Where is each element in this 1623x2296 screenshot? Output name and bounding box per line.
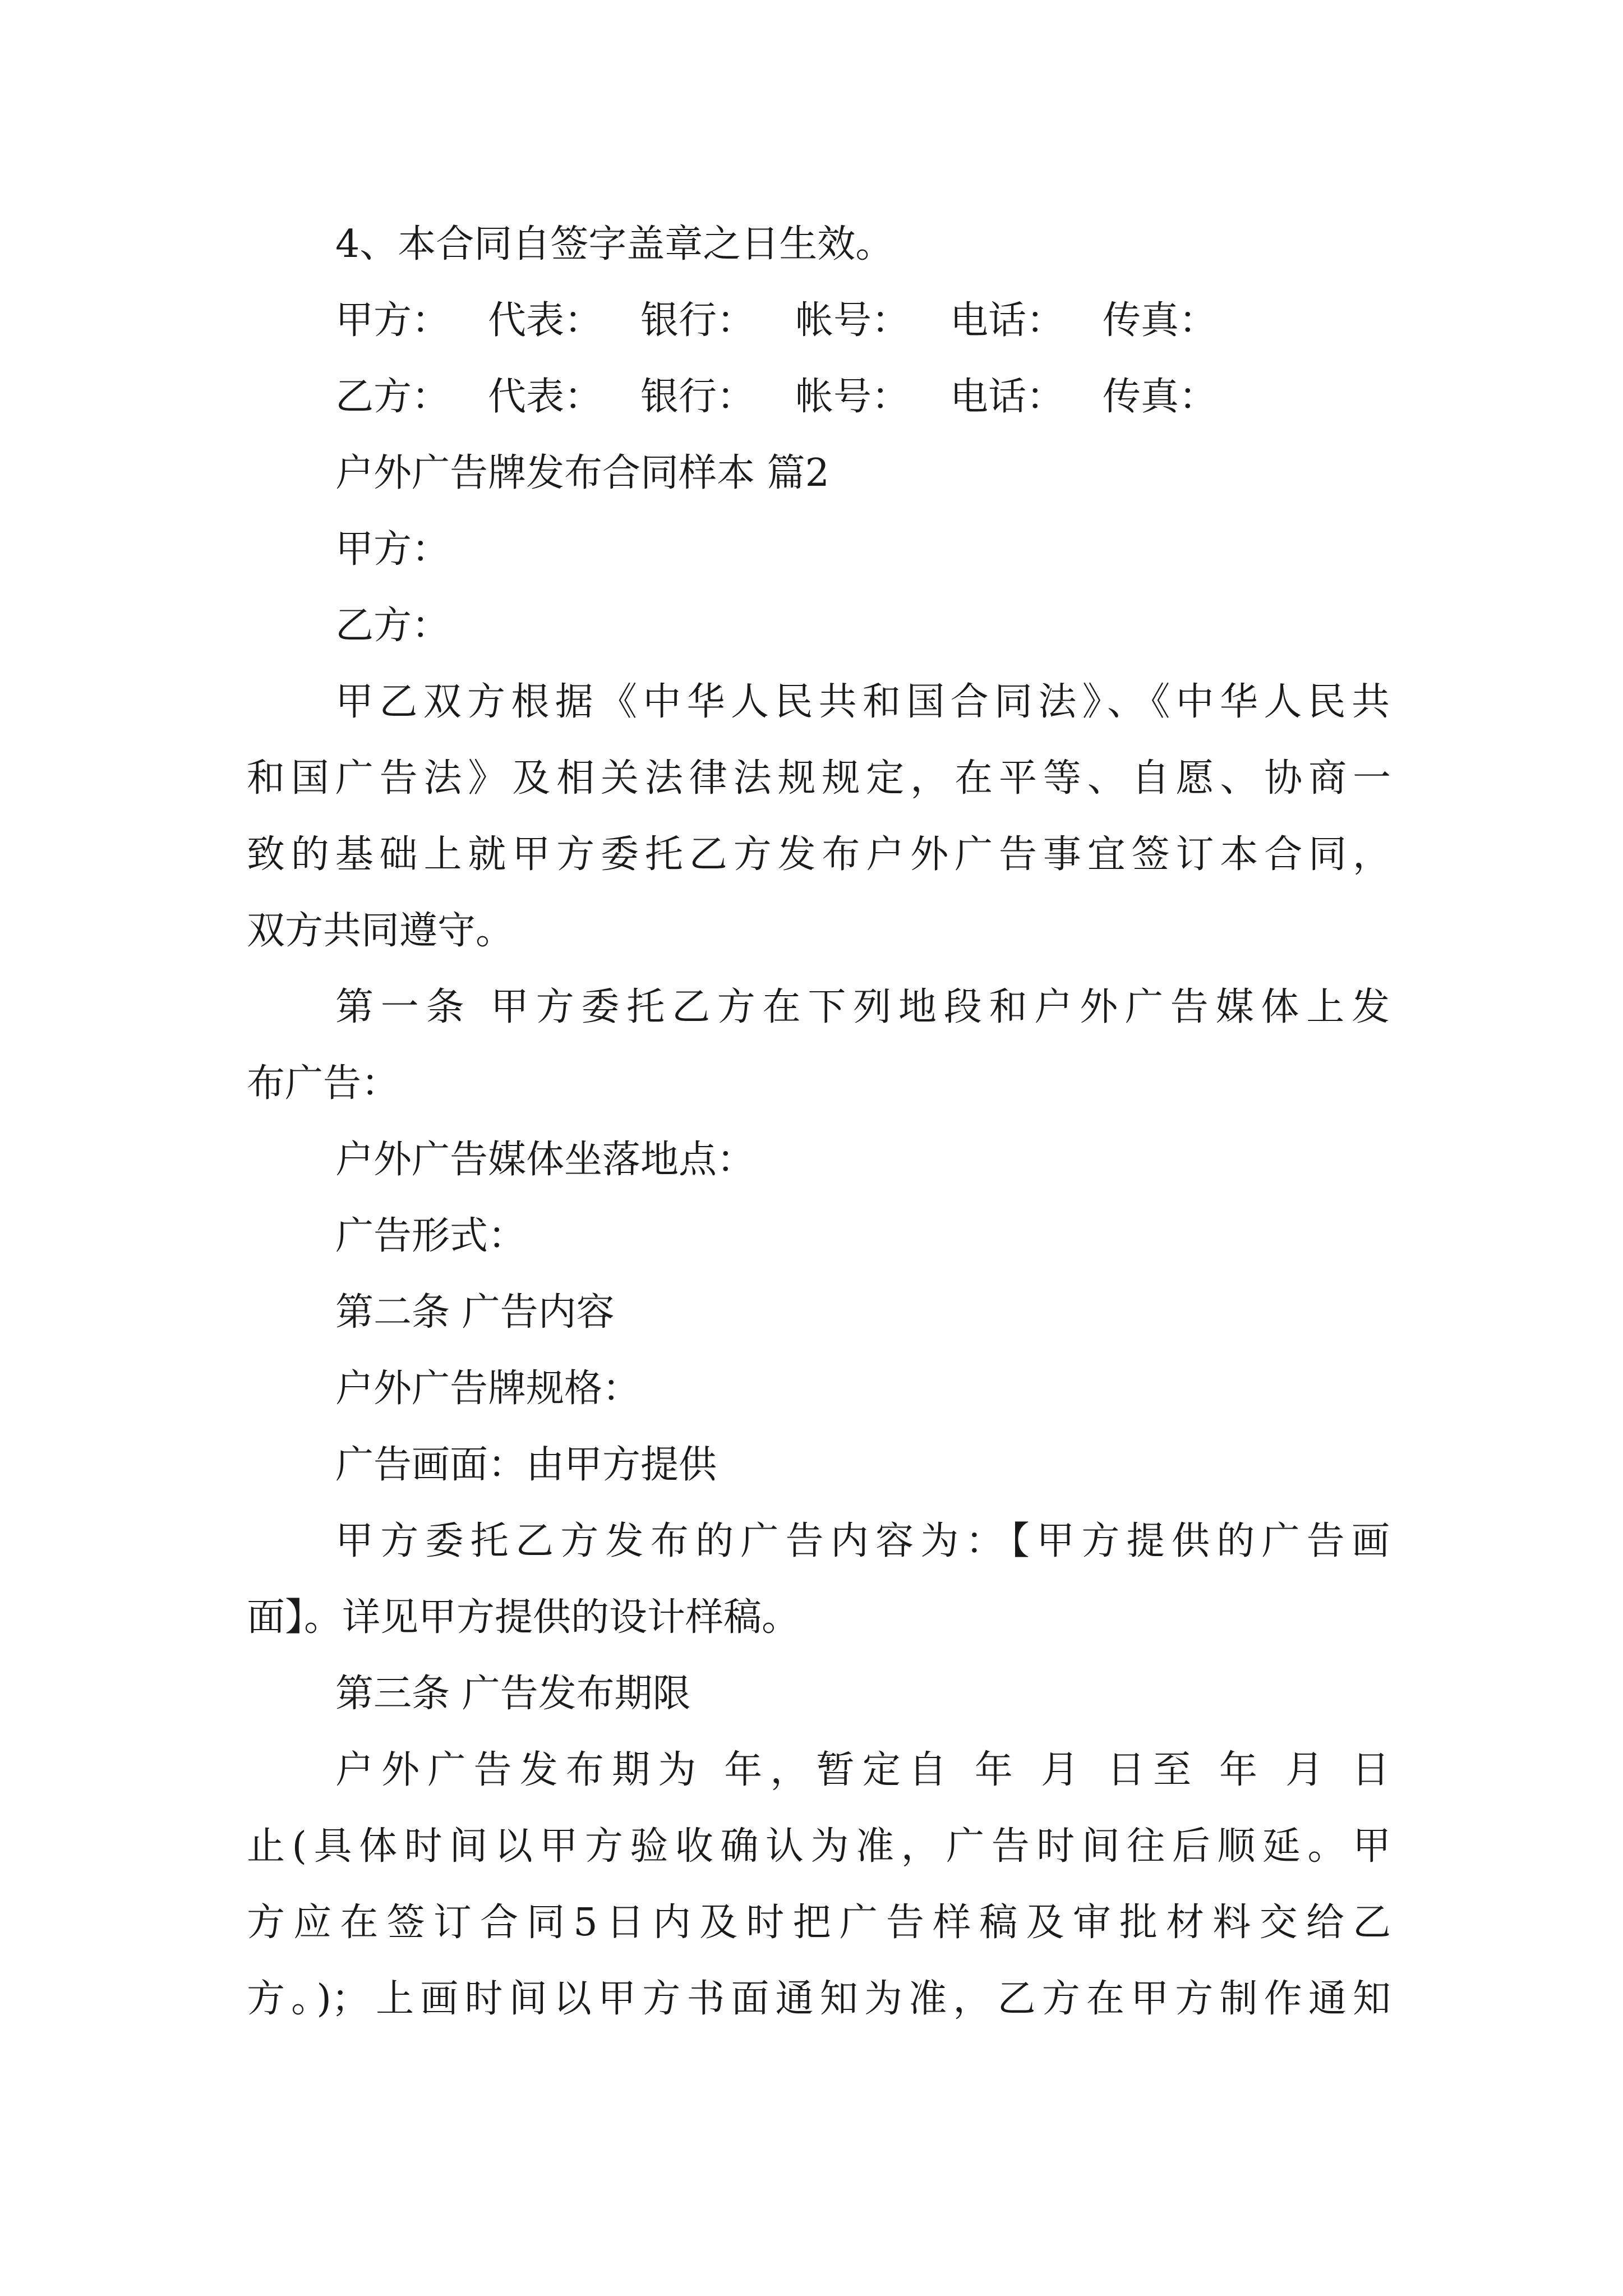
party-a-label: 甲方： bbox=[335, 298, 450, 343]
party-b-label: 乙方： bbox=[335, 375, 450, 419]
preamble-line-1: 甲乙双方根据《中华人民共和国合同法》、《中华人民共 bbox=[335, 680, 1390, 724]
party-b-fax: 传真： bbox=[1103, 375, 1218, 419]
article-1-line-2: 布广告： bbox=[247, 1061, 400, 1106]
party-a-phone: 电话： bbox=[950, 298, 1065, 343]
party-a-line: 甲方： bbox=[335, 527, 450, 572]
ad-form-line: 广告形式： bbox=[335, 1214, 527, 1258]
article-1-line-1: 第一条 甲方委托乙方在下列地段和户外广告媒体上发 bbox=[335, 985, 1390, 1029]
party-a-signature-row bbox=[335, 294, 1289, 348]
billboard-spec-line: 户外广告牌规格： bbox=[335, 1366, 641, 1411]
section-heading: 户外广告牌发布合同样本 篇2 bbox=[335, 451, 829, 495]
media-location-line: 户外广告媒体坐落地点： bbox=[335, 1138, 755, 1182]
party-a-bank: 银行： bbox=[640, 298, 755, 343]
article-2-heading: 第二条 广告内容 bbox=[335, 1290, 615, 1335]
party-b-line: 乙方： bbox=[335, 604, 450, 648]
party-b-signature-row bbox=[335, 370, 1289, 424]
ad-content-line-1: 甲方委托乙方发布的广告内容为：【甲方提供的广告画 bbox=[335, 1519, 1390, 1563]
period-line-4: 方。)；上画时间以甲方书面通知为准，乙方在甲方制作通知 bbox=[247, 1977, 1391, 2021]
preamble-line-4: 双方共同遵守。 bbox=[247, 909, 514, 953]
period-line-3: 方应在签订合同5日内及时把广告样稿及审批材料交给乙 bbox=[247, 1901, 1391, 1945]
preamble-line-2: 和国广告法》及相关法律法规规定，在平等、自愿、协商一 bbox=[247, 756, 1391, 800]
party-a-representative: 代表： bbox=[488, 298, 603, 343]
party-a-fax: 传真： bbox=[1103, 298, 1218, 343]
party-b-bank: 银行： bbox=[640, 375, 755, 419]
ad-image-line: 广告画面：由甲方提供 bbox=[335, 1443, 717, 1487]
ad-content-line-2: 面】。详见甲方提供的设计样稿。 bbox=[247, 1595, 800, 1640]
party-b-representative: 代表： bbox=[488, 375, 603, 419]
party-b-account: 帐号： bbox=[795, 375, 910, 419]
party-a-account: 帐号： bbox=[795, 298, 910, 343]
article-3-heading: 第三条 广告发布期限 bbox=[335, 1672, 691, 1716]
period-line-2: 止(具体时间以甲方验收确认为准，广告时间往后顺延。甲 bbox=[247, 1824, 1391, 1869]
period-line-1: 户外广告发布期为 年，暂定自 年 月 日至 年 月 日 bbox=[335, 1748, 1390, 1792]
clause-effective: 4、本合同自签字盖章之日生效。 bbox=[335, 222, 894, 266]
preamble-line-3: 致的基础上就甲方委托乙方发布户外广告事宜签订本合同， bbox=[247, 832, 1391, 877]
party-b-phone: 电话： bbox=[950, 375, 1065, 419]
